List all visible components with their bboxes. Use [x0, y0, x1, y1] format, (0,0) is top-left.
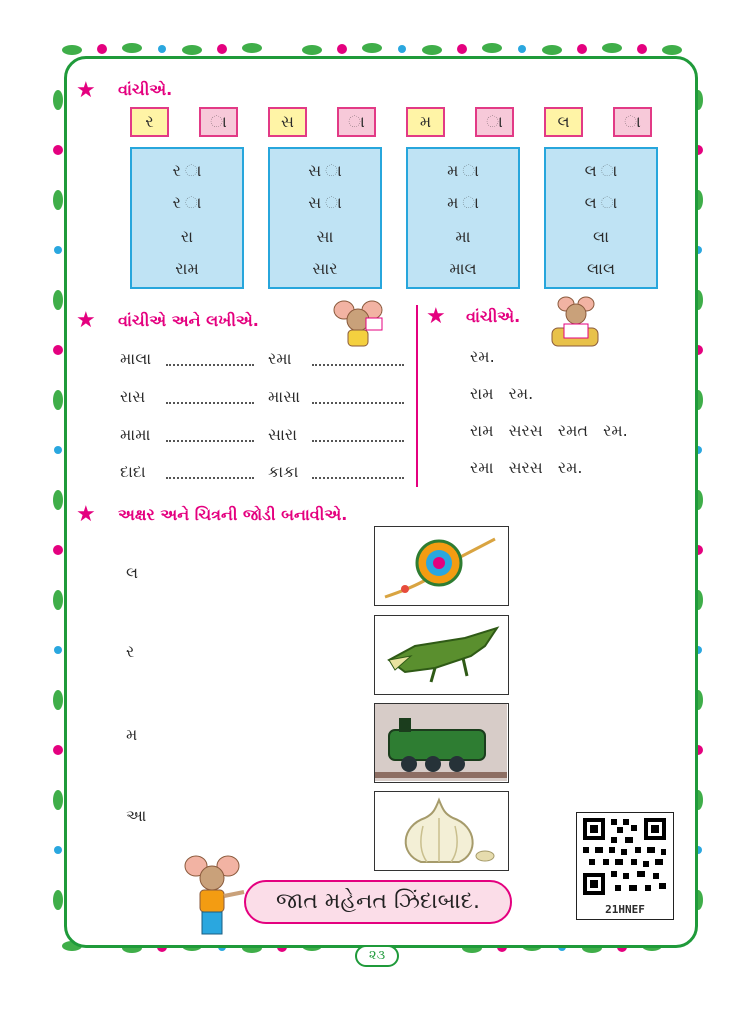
- writing-line[interactable]: [312, 440, 404, 442]
- mouse-mascot-illustration: [180, 852, 246, 944]
- letter-tile: લ: [544, 107, 583, 137]
- word-text: માલ: [449, 259, 477, 278]
- garlic-picture[interactable]: [374, 791, 509, 871]
- star-icon: ★: [426, 304, 446, 329]
- rakhi-picture[interactable]: [374, 526, 509, 606]
- sentence-line: રમ.: [470, 347, 495, 366]
- syllable-text: મા: [455, 227, 471, 246]
- crocodile-picture[interactable]: [374, 615, 509, 695]
- sentence-line: રામ સરસ રમત રમ.: [470, 421, 628, 440]
- train-icon: [375, 704, 507, 781]
- word-text: સાર: [312, 259, 338, 278]
- letter-tile: ર: [130, 107, 169, 137]
- syllable-text: લા: [592, 227, 610, 246]
- crocodile-icon: [375, 616, 507, 693]
- qr-code-pattern: [577, 813, 672, 899]
- matra-tile: ા: [337, 107, 376, 137]
- writing-line[interactable]: [312, 477, 404, 479]
- exercise-word: દાદા: [120, 462, 146, 481]
- syllable-text: સ ા: [308, 161, 342, 180]
- star-icon: ★: [76, 502, 96, 527]
- section-heading-match: અક્ષર અને ચિત્રની જોડી બનાવીએ.: [118, 505, 348, 524]
- syllable-box: [406, 147, 520, 289]
- syllable-box: [130, 147, 244, 289]
- syllable-box: [268, 147, 382, 289]
- qr-code[interactable]: [576, 812, 674, 920]
- slogan-banner: જાત મહેનત ઝિંદાબાદ.: [244, 880, 512, 924]
- syllable-text: મ ા: [447, 161, 479, 180]
- word-text: રામ: [175, 259, 199, 278]
- writing-line[interactable]: [312, 402, 404, 404]
- writing-line[interactable]: [166, 364, 254, 366]
- matra-tile: ા: [475, 107, 514, 137]
- exercise-word: રમા: [268, 349, 292, 368]
- syllable-text: લ ા: [584, 193, 618, 212]
- train-picture[interactable]: [374, 703, 509, 783]
- writing-line[interactable]: [166, 402, 254, 404]
- section-heading-read-sentences: વાંચીએ.: [466, 307, 521, 326]
- syllable-text: રા: [180, 227, 194, 246]
- exercise-word: સારા: [268, 425, 298, 444]
- garlic-icon: [375, 792, 507, 869]
- exercise-word: મામા: [120, 425, 151, 444]
- syllable-text: સા: [316, 227, 334, 246]
- matra-tile: ા: [613, 107, 652, 137]
- match-letter: લ: [126, 563, 139, 582]
- syllable-text: સ ા: [308, 193, 342, 212]
- syllable-text: ર ા: [172, 193, 202, 212]
- writing-line[interactable]: [166, 477, 254, 479]
- writing-line[interactable]: [312, 364, 404, 366]
- matra-tile: ા: [199, 107, 238, 137]
- writing-line[interactable]: [166, 440, 254, 442]
- rakhi-icon: [375, 527, 507, 604]
- section-heading-read-write: વાંચીએ અને લખીએ.: [118, 311, 259, 330]
- syllable-text: મ ા: [447, 193, 479, 212]
- syllable-text: લ ા: [584, 161, 618, 180]
- qr-code-label: 21HNEF: [605, 903, 645, 916]
- star-icon: ★: [76, 78, 96, 103]
- star-icon: ★: [76, 308, 96, 333]
- syllable-box: [544, 147, 658, 289]
- word-text: લાલ: [586, 259, 616, 278]
- exercise-word: કાકા: [268, 462, 299, 481]
- column-divider: [416, 305, 418, 487]
- exercise-word: માસા: [268, 387, 301, 406]
- mouse-reading-illustration: [548, 294, 602, 350]
- match-letter: મ: [126, 725, 138, 744]
- letter-tile: સ: [268, 107, 307, 137]
- mouse-writing-illustration: [330, 298, 386, 348]
- sentence-line: રામ રમ.: [470, 384, 534, 403]
- syllable-text: ર ા: [172, 161, 202, 180]
- sentence-line: રમા સરસ રમ.: [470, 458, 583, 477]
- section-heading-read: વાંચીએ.: [118, 80, 173, 99]
- match-letter: ર: [126, 642, 135, 661]
- exercise-word: માલા: [120, 349, 152, 368]
- match-letter: આ: [126, 806, 147, 825]
- page-number: ૨૩: [355, 945, 399, 967]
- letter-tile: મ: [406, 107, 445, 137]
- exercise-word: રાસ: [120, 387, 146, 406]
